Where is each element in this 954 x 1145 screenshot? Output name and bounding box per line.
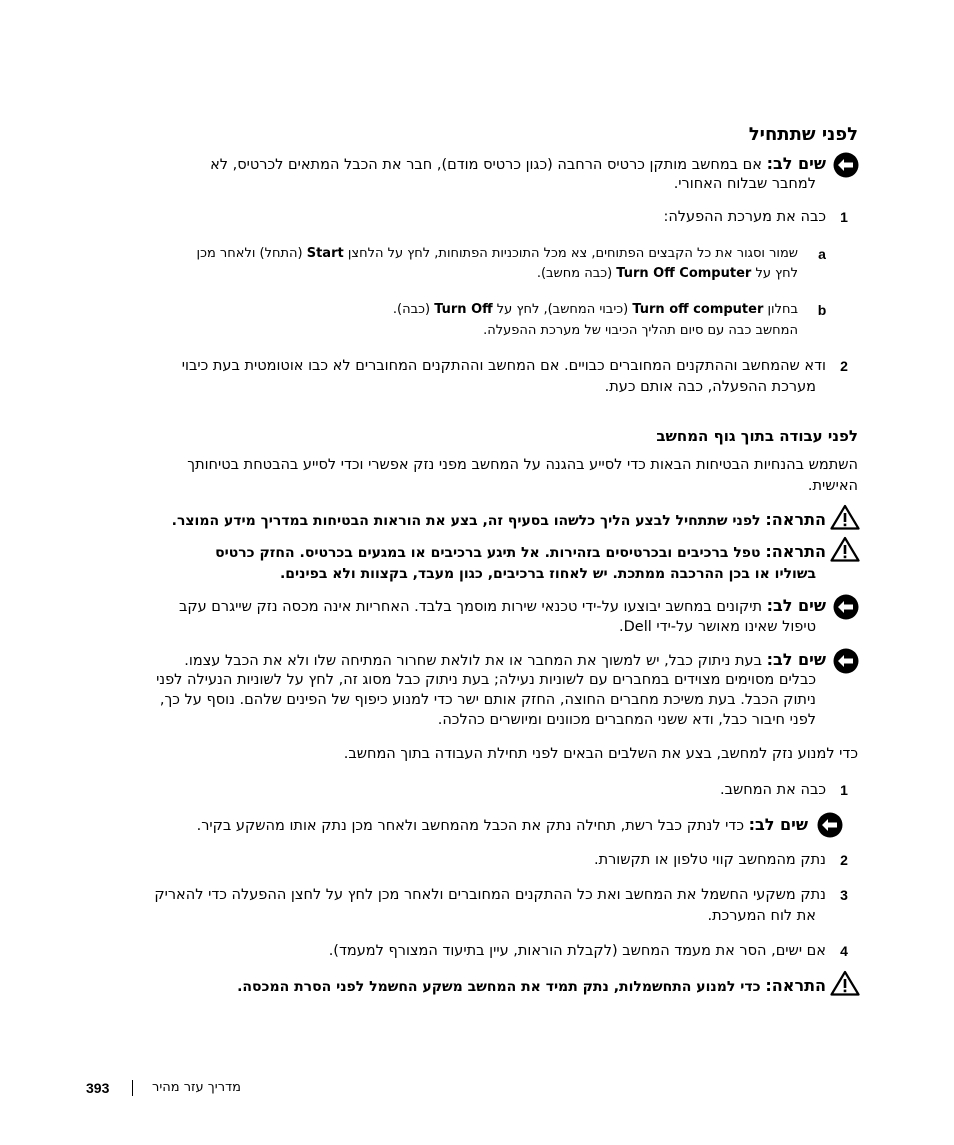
caution-label: התראה: [765,976,826,995]
step-number: 4 [840,943,848,959]
note-line: למחבר שבלוח האחורי. [673,176,816,192]
caution-line: התראה: כדי למנוע התחשמלות, נתק תמיד את המחשב משקע החשמל לפני הסרת המכסה. [237,976,826,995]
step-text: את לוח המערכת. [707,908,816,924]
step-text: כבה את מערכת ההפעלה: [663,209,826,225]
step-text: נתק מהמחשב קווי טלפון או תקשורת. [593,852,826,868]
substep-letter: b [817,302,827,318]
caution-label: התראה: [765,542,826,561]
note-label: שים לב: [748,815,808,834]
substep-text: שמור וסגור את כל הקבצים הפתוחים, צא מכל התוכניות הפתוחות, לחץ על הלחצן Start (התחל) ולאחר מכן [196,246,798,261]
footer-title: מדריך עזר מהיר [152,1080,241,1095]
caution-label: התראה: [765,510,826,529]
warning-icon [830,536,860,562]
substep-text: בחלון Turn off computer (כיבוי המחשב), לחץ על Turn Off (כבה). [392,302,798,317]
note-line: כבלים מסוימים מצוידים במחברים עם לשוניות נעילה; בעת ניתוק כבל מסוג זה, לחץ על לשוניות הנעילה לפני [156,672,816,688]
substep-text: לחץ על Turn Off Computer (כבה מחשב). [536,266,798,281]
section-heading-before-start: לפני שתתחיל [748,124,858,145]
note-line: שים לב: כדי לנתק כבל רשת, תחילה נתק את הכבל מהמחשב ולאחר מכן נתק אותו מהשקע בקיר. [196,815,808,834]
note-icon [817,812,843,838]
substep-text: המחשב כבה עם סיום תהליך הכיבוי של מערכת ההפעלה. [483,323,798,338]
step-text: ודא שהמחשב וההתקנים המחוברים כבויים. אם המחשב וההתקנים המחוברים לא כבו אוטומטית בעת כיבוי [181,358,826,374]
intro-text: האישית. [807,478,858,494]
note-line: שים לב: אם במחשב מותקן כרטיס הרחבה (כגון כרטיס מודם), חבר את הכבל המתאים לכרטיס, לא [210,154,826,173]
note-label: שים לב: [766,154,826,173]
caution-line: התראה: טפל ברכיבים ובכרטיסים בזהירות. אל תיגע ברכיבים או במגעים בכרטיס. החזק כרטיס [215,542,826,561]
step-number: 1 [840,209,848,225]
note-line: ניתוק הכבל. בעת משיכת מחברים החוצה, החזק אותם ישר כדי למנוע כיפוף של הפינים שלהם. נוסף על כך, [159,692,816,708]
footer-divider [132,1080,133,1096]
note-line: שים לב: בעת ניתוק כבל, יש למשוך את המחבר או את לולאת שחרור המתיחה שלו ולא את הכבל עצמו. [184,650,826,669]
section-heading-inside: לפני עבודה בתוך גוף המחשב [656,427,858,445]
step-text: אם ישים, הסר את מעמד המחשב (לקבלת הוראות, עיין בתיעוד המצורף למעמד). [328,943,826,959]
note-line: לפני חיבור כבל, ודא ששני המחברים מכוונים ומיושרים כהלכה. [437,712,816,728]
step-number: 3 [840,887,848,903]
step-number: 2 [840,852,848,868]
warning-icon [830,504,860,530]
note-label: שים לב: [766,650,826,669]
note-icon [833,594,859,620]
step-text: מערכת ההפעלה, כבה אותם כעת. [604,379,816,395]
substep-letter: a [818,246,826,262]
step-number: 2 [840,358,848,374]
intro-text: השתמש בהנחיות הבטיחות הבאות כדי לסייע בהגנה על המחשב מפני נזק אפשרי וכדי לסייע בהבטחת בטיחותך [187,457,858,473]
note-line: טיפול שאינו מאושר על-ידי Dell. [619,619,816,635]
step-number: 1 [840,782,848,798]
prep-text: כדי למנוע נזק למחשב, בצע את השלבים הבאים לפני תחילת העבודה בתוך המחשב. [343,746,858,762]
page-number: 393 [86,1080,110,1096]
note-label: שים לב: [766,596,826,615]
note-line: שים לב: תיקונים במחשב יבוצעו על-ידי טכנאי שירות מוסמך בלבד. האחריות אינה מכסה נזק שייגרם עקב [178,596,826,615]
note-icon [833,152,859,178]
step-text: כבה את המחשב. [719,782,826,798]
step-text: נתק משקעי החשמל את המחשב ואת כל ההתקנים המחוברים ולאחר מכן לחץ על לחצן ההפעלה כדי להאריק [154,887,826,903]
note-icon [833,648,859,674]
caution-line: התראה: לפני שתתחיל לבצע הליך כלשהו בסעיף זה, בצע את הוראות הבטיחות במדריך מידע המוצר. [171,510,826,529]
caution-line: בשוליו או בכן ההרכבה ממתכת. יש לאחוז ברכיבים, כגון מעבד, בקצוות ולא בפינים. [279,566,816,582]
warning-icon [830,970,860,996]
